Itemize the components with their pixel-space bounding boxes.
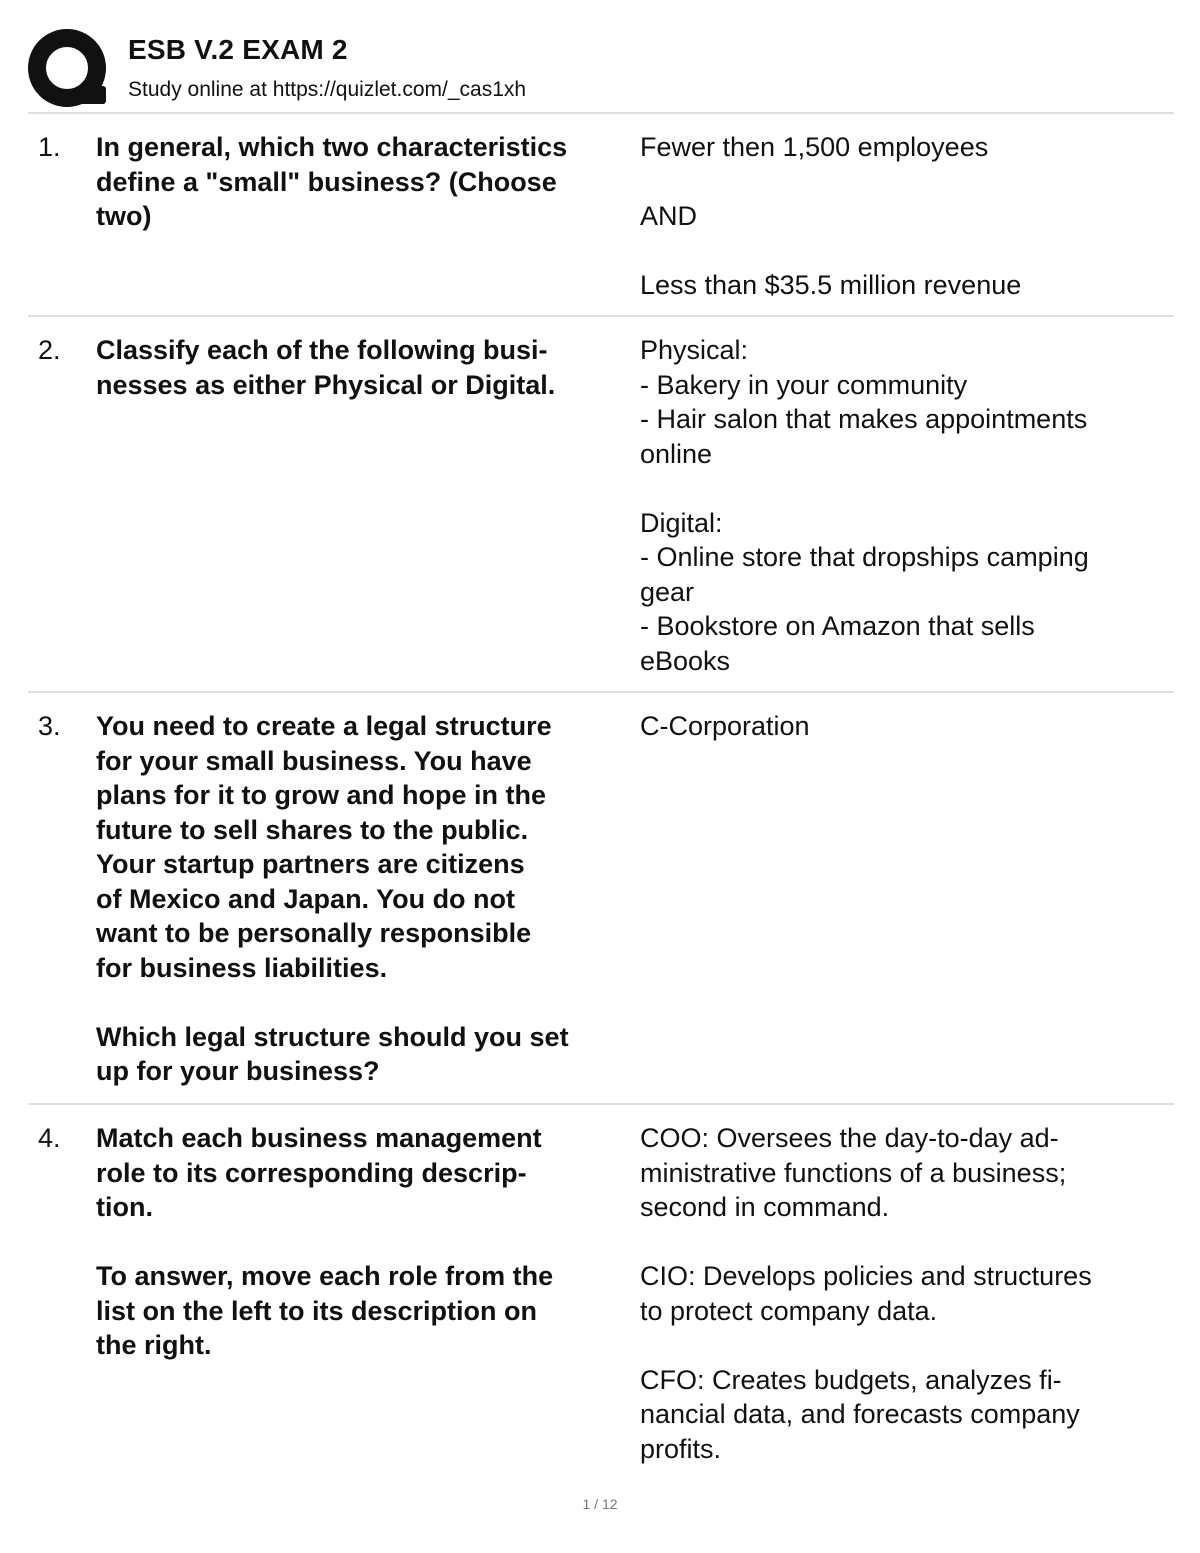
text-line: tion.	[96, 1192, 153, 1222]
text-line: for your small business. You have	[96, 745, 532, 776]
text-line: In general, which two characteristics	[96, 132, 568, 162]
flashcard	[28, 1105, 1174, 1485]
card-answer	[640, 709, 1174, 744]
card-answer	[640, 1121, 1174, 1466]
document-title: ESB V.2 EXAM 2	[128, 34, 348, 65]
paragraph-gap	[96, 1225, 636, 1260]
page-header	[28, 28, 1174, 112]
text-line: second in command.	[640, 1192, 890, 1222]
text-line: of Mexico and Japan. You do not	[96, 883, 516, 914]
text-line: COO: Oversees the day-to-day ad-	[640, 1123, 1059, 1153]
text-line: for business liabilities.	[96, 952, 388, 983]
text-line: profits.	[640, 1433, 722, 1464]
text-line: Which legal structure should you set	[96, 1021, 569, 1052]
text-line: CIO: Develops policies and structures	[640, 1261, 1092, 1291]
flashcard	[28, 693, 1174, 1105]
text-line: nancial data, and forecasts company	[640, 1399, 1080, 1429]
text-line: ministrative functions of a business;	[640, 1157, 1067, 1188]
paragraph-gap	[640, 1328, 1174, 1363]
text-line: to protect company data.	[640, 1295, 938, 1326]
quizlet-q-logo-icon	[28, 28, 110, 110]
card-question	[96, 333, 636, 402]
paragraph-gap	[640, 165, 1174, 200]
card-answer	[640, 333, 1174, 678]
text-line: up for your business?	[96, 1056, 380, 1086]
text-line: Digital:	[640, 507, 723, 538]
text-line: Classify each of the following busi-	[96, 335, 548, 365]
paragraph-gap	[640, 1225, 1174, 1260]
text-line: list on the left to its description on	[96, 1295, 538, 1326]
text-line: nesses as either Physical or Digital.	[96, 369, 556, 400]
text-line: gear	[640, 576, 695, 607]
text-line: online	[640, 438, 713, 469]
text-line: Less than $35.5 million revenue	[640, 270, 1022, 300]
text-line: two)	[96, 201, 152, 231]
text-line: To answer, move each role from the	[96, 1261, 554, 1291]
flashcard	[28, 317, 1174, 693]
paragraph-gap	[640, 471, 1174, 506]
paragraph-gap	[96, 985, 636, 1020]
text-line: AND	[640, 201, 698, 231]
text-line: - Bookstore on Amazon that sells	[640, 611, 1035, 641]
text-line: role to its corresponding descrip-	[96, 1157, 527, 1188]
text-line: - Hair salon that makes appointments	[640, 404, 1088, 434]
card-answer	[640, 130, 1174, 303]
text-line: CFO: Creates budgets, analyzes fi-	[640, 1364, 1062, 1395]
page-number: 1 / 12	[582, 1496, 618, 1512]
text-line: the right.	[96, 1330, 212, 1360]
card-question	[96, 1121, 636, 1363]
card-number: 4.	[38, 1123, 61, 1153]
card-question	[96, 130, 636, 234]
flashcard-list	[28, 112, 1174, 1485]
card-number: 3.	[38, 711, 61, 741]
text-line: define a "small" business? (Choose	[96, 166, 557, 197]
flashcard	[28, 114, 1174, 317]
card-question	[96, 709, 636, 1089]
text-line: You need to create a legal structure	[96, 711, 552, 741]
text-line: plans for it to grow and hope in the	[96, 780, 546, 810]
card-number: 2.	[38, 335, 61, 365]
text-line: - Bakery in your community	[640, 369, 968, 400]
text-line: want to be personally responsible	[96, 918, 532, 948]
text-line: Physical:	[640, 335, 749, 365]
card-number: 1.	[38, 132, 61, 162]
text-line: future to sell shares to the public.	[96, 814, 529, 845]
text-line: C-Corporation	[640, 711, 810, 741]
study-online-link-text: Study online at https://quizlet.com/_cas1xh	[128, 78, 527, 101]
text-line: eBooks	[640, 645, 731, 676]
text-line: Fewer then 1,500 employees	[640, 132, 989, 162]
text-line: Your startup partners are citizens	[96, 849, 525, 879]
text-line: Match each business management	[96, 1123, 542, 1153]
text-line: - Online store that dropships camping	[640, 542, 1089, 572]
paragraph-gap	[640, 234, 1174, 269]
